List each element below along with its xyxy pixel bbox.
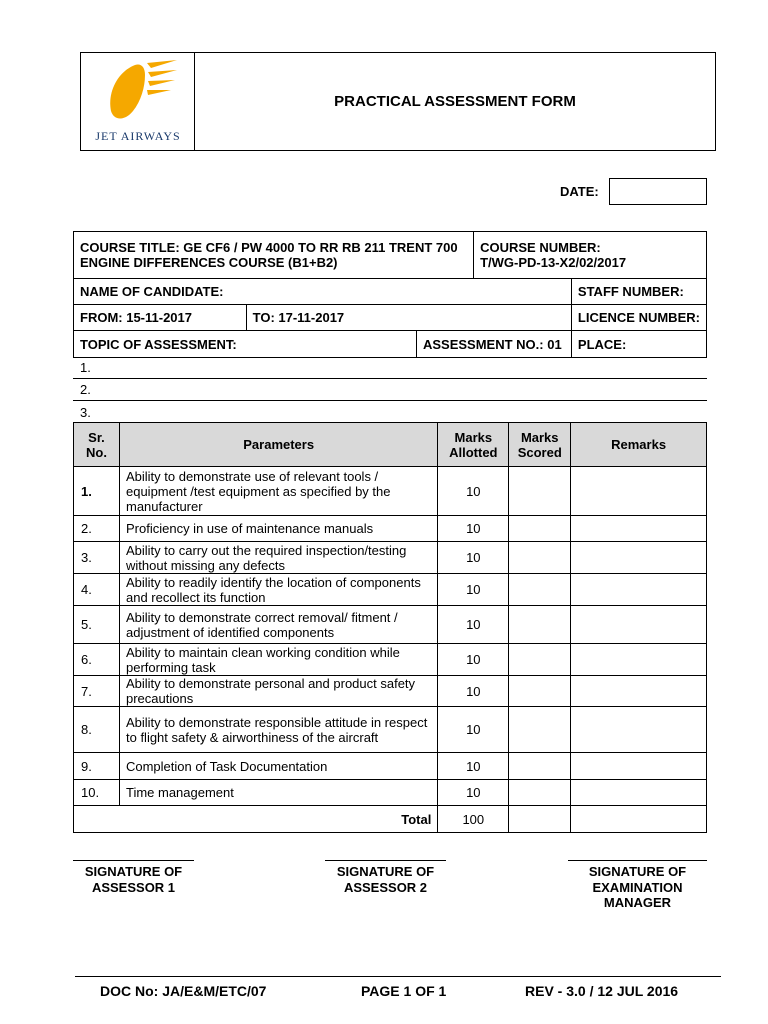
table-row [74,516,707,542]
header-remarks: Remarks [571,423,707,467]
row-marks-allotted: 10 [438,676,509,707]
course-number-cell [474,232,707,279]
jet-airways-logo-icon [101,57,179,129]
table-row [74,606,707,644]
table-row [74,707,707,753]
row-parameter: Ability to demonstrate correct removal/ fitment / adjustment of identified components [119,606,437,644]
row-marks-allotted: 10 [438,644,509,676]
assessment-number: ASSESSMENT NO.: 01 [416,331,571,358]
header-marks-scored: Marks Scored [509,423,571,467]
row-remarks-cell[interactable] [571,753,707,780]
row-remarks-cell[interactable] [571,574,707,606]
row-marks-scored-cell[interactable] [509,644,571,676]
row-remarks-cell[interactable] [571,606,707,644]
row-sr: 1. [74,467,120,516]
row-parameter: Completion of Task Documentation [119,753,437,780]
to-date: TO: 17-11-2017 [246,305,571,331]
row-parameter: Ability to demonstrate use of relevant tools / equipment /test equipment as specified by the manufacturer [119,467,437,516]
from-date: FROM: 15-11-2017 [74,305,247,331]
row-marks-scored-cell[interactable] [509,676,571,707]
table-row [74,467,707,516]
table-row [74,780,707,806]
course-number-label: COURSE NUMBER: [480,239,601,255]
row-marks-allotted: 10 [438,753,509,780]
candidate-name-field[interactable]: NAME OF CANDIDATE: [74,279,572,305]
total-value: 100 [438,806,509,833]
topic-line-3[interactable]: 3. [80,405,91,420]
doc-number: DOC No: JA/E&M/ETC/07 [100,983,267,999]
table-row [74,676,707,707]
table-row [74,644,707,676]
row-sr: 4. [74,574,120,606]
row-sr: 2. [74,516,120,542]
table-row [74,542,707,574]
total-marks-scored-cell[interactable] [509,806,571,833]
staff-number-field[interactable]: STAFF NUMBER: [571,279,706,305]
row-sr: 3. [74,542,120,574]
course-title: COURSE TITLE: GE CF6 / PW 4000 TO RR RB 211 TRENT 700 ENGINE DIFFERENCES COURSE (B1+B2) [74,232,474,279]
row-sr: 9. [74,753,120,780]
row-marks-allotted: 10 [438,574,509,606]
row-remarks-cell[interactable] [571,707,707,753]
page-number: PAGE 1 OF 1 [361,983,447,999]
row-marks-scored-cell[interactable] [509,542,571,574]
row-sr: 5. [74,606,120,644]
row-marks-allotted: 10 [438,467,509,516]
row-sr: 10. [74,780,120,806]
row-remarks-cell[interactable] [571,644,707,676]
form-header [80,52,716,151]
date-field[interactable] [609,178,707,205]
row-remarks-cell[interactable] [571,780,707,806]
row-parameter: Ability to carry out the required inspection/testing without missing any defects [119,542,437,574]
signature-assessor-2[interactable]: SIGNATURE OF ASSESSOR 2 [325,860,446,895]
assessment-table [73,422,707,833]
row-remarks-cell[interactable] [571,516,707,542]
row-marks-allotted: 10 [438,707,509,753]
total-remarks-cell[interactable] [571,806,707,833]
table-row [74,753,707,780]
total-label: Total [119,806,437,833]
row-marks-allotted: 10 [438,516,509,542]
header-sr-no: Sr. No. [74,423,120,467]
row-marks-allotted: 10 [438,542,509,574]
row-parameter: Ability to readily identify the location of components and recollect its function [119,574,437,606]
total-spacer [74,806,120,833]
header-marks-allotted: Marks Allotted [438,423,509,467]
place-field[interactable]: PLACE: [571,331,706,358]
row-remarks-cell[interactable] [571,676,707,707]
logo-text: JET AIRWAYS [95,129,181,143]
signature-assessor-1[interactable]: SIGNATURE OF ASSESSOR 1 [73,860,194,895]
table-row [74,574,707,606]
row-marks-scored-cell[interactable] [509,753,571,780]
signature-examination-manager[interactable]: SIGNATURE OF EXAMINATION MANAGER [568,860,707,911]
page-title: PRACTICAL ASSESSMENT FORM [334,93,576,110]
logo-cell [81,53,195,150]
row-parameter: Ability to demonstrate responsible attitude in respect to flight safety & airworthiness of the aircraft [119,707,437,753]
topic-line-2[interactable]: 2. [73,379,707,401]
footer-divider [75,976,721,977]
topic-line-1[interactable]: 1. [73,357,707,379]
row-parameter: Ability to maintain clean working condition while performing task [119,644,437,676]
row-marks-scored-cell[interactable] [509,780,571,806]
row-remarks-cell[interactable] [571,467,707,516]
row-sr: 7. [74,676,120,707]
row-remarks-cell[interactable] [571,542,707,574]
topic-of-assessment-field[interactable]: TOPIC OF ASSESSMENT: [74,331,417,358]
row-marks-scored-cell[interactable] [509,516,571,542]
course-number: T/WG-PD-13-X2/02/2017 [480,255,627,270]
total-row [74,806,707,833]
date-label: DATE: [560,184,599,199]
row-parameter: Proficiency in use of maintenance manuals [119,516,437,542]
row-marks-allotted: 10 [438,780,509,806]
row-marks-scored-cell[interactable] [509,707,571,753]
row-parameter: Ability to demonstrate personal and product safety precautions [119,676,437,707]
header-parameters: Parameters [119,423,437,467]
row-parameter: Time management [119,780,437,806]
row-marks-scored-cell[interactable] [509,606,571,644]
row-sr: 6. [74,644,120,676]
course-info-table [73,231,707,358]
revision: REV - 3.0 / 12 JUL 2016 [525,983,679,999]
row-sr: 8. [74,707,120,753]
row-marks-scored-cell[interactable] [509,467,571,516]
row-marks-scored-cell[interactable] [509,574,571,606]
row-marks-allotted: 10 [438,606,509,644]
licence-number-field[interactable]: LICENCE NUMBER: [571,305,706,331]
